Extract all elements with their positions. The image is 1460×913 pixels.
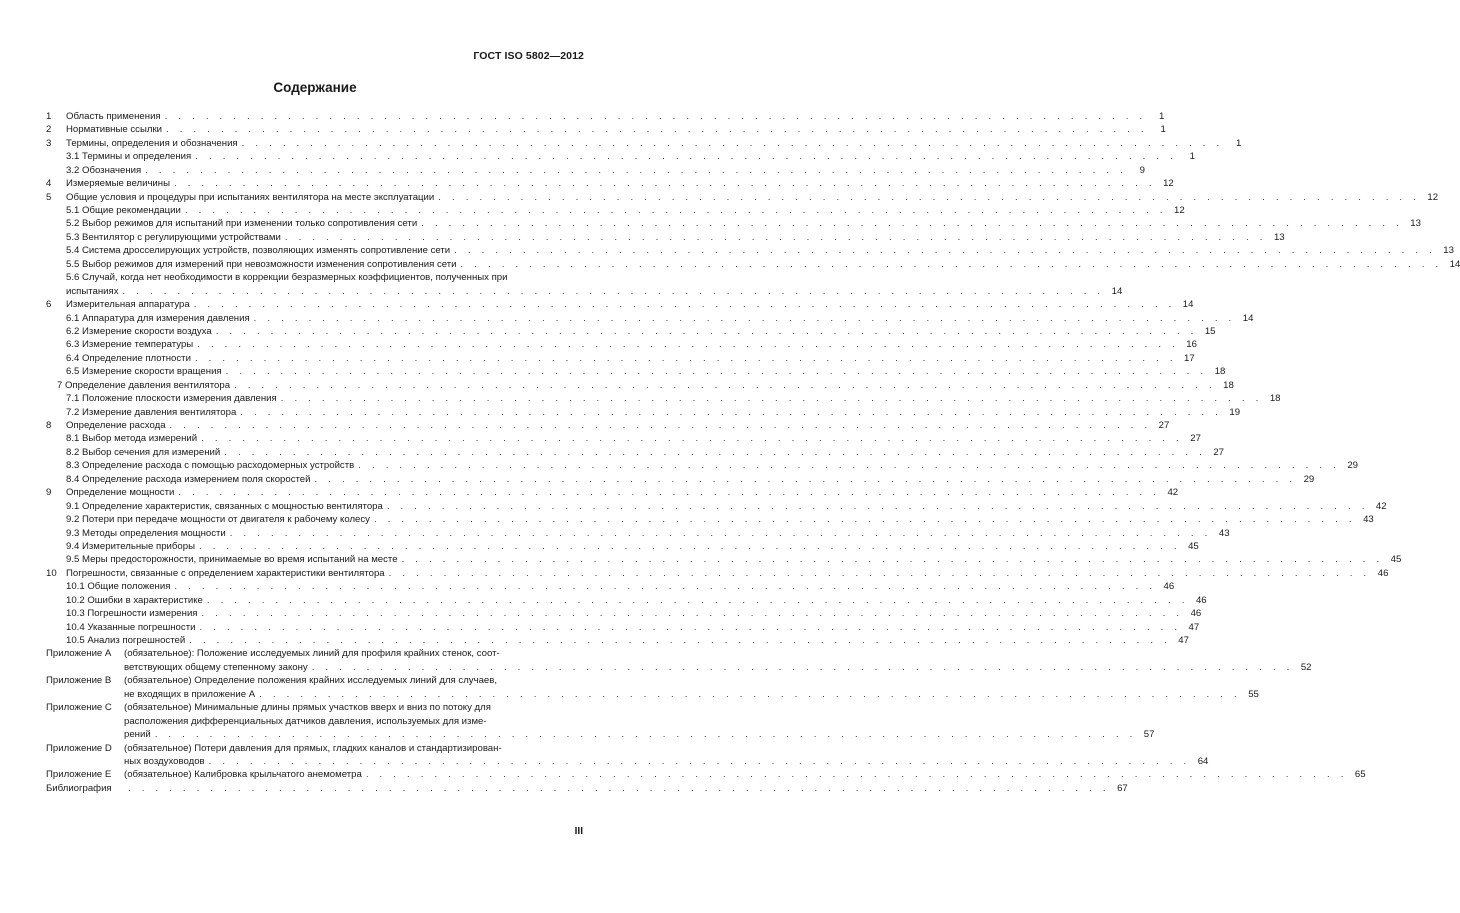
- toc-entry-page: 46: [1163, 581, 1175, 593]
- appendix-entry: [46, 742, 583, 755]
- toc-entry-page: 12: [1427, 191, 1439, 203]
- toc-entry-page: 14: [1242, 312, 1254, 324]
- leader-dots: . . . . . . . . . . . . . . . . . . . . . . . . . . . . . . . . . . . . . . . . . . . . . . . . . . . . . . . . . . . . . . . . . . . . . . . .: [201, 433, 1183, 445]
- leader-dots: . . . . . . . . . . . . . . . . . . . . . . . . . . . . . . . . . . . . . . . . . . . . . . . . . . . . . . . . . . . . . . . . . . . . . . . .: [284, 231, 1267, 243]
- toc-entry-page: 27: [1158, 420, 1170, 432]
- toc-entry-page: 12: [1174, 205, 1185, 217]
- leader-dots: . . . . . . . . . . . . . . . . . . . . . . . . . . . . . . . . . . . . . . . . . . . . . . . . . . . . . . . . . . . . . . . . . . . . . . . .: [421, 218, 1403, 230]
- appendix-page: 65: [1354, 769, 1366, 781]
- leader-dots: . . . . . . . . . . . . . . . . . . . . . . . . . . . . . . . . . . . . . . . . . . . . . . . . . . . . . . . . . . . . . . . . . . . . . . . .: [314, 473, 1297, 485]
- toc-entry: [46, 110, 1165, 123]
- appendix-entry: [46, 768, 1366, 781]
- appendix-label: (обязательное) Калибровка крыльчатого анемометра: [124, 769, 362, 781]
- leader-dots: . . . . . . . . . . . . . . . . . . . . . . . . . . . . . . . . . . . . . . . . . . . . . . . . . . . . . . . . . . . . . . . . . . . . . . . .: [199, 621, 1182, 633]
- toc-entry: [46, 352, 1195, 365]
- toc-entry-label: 8.3 Определение расхода с помощью расходомерных устройств: [66, 460, 355, 472]
- toc-entry-label: 6.1 Аппаратура для измерения давления: [66, 312, 250, 324]
- toc-entry-label: 10.5 Анализ погрешностей: [66, 635, 186, 647]
- toc-entry: [46, 231, 1285, 244]
- toc-entry-page: 29: [1347, 460, 1358, 472]
- leader-dots: . . . . . . . . . . . . . . . . . . . . . . . . . . . . . . . . . . . . . . . . . . . . . . . . . . . . . . . . . . . . . . . . . . . . . . . .: [164, 110, 1147, 122]
- toc-entry: [46, 580, 1175, 593]
- toc-entry-label: 10.2 Ошибки в характеристике: [66, 594, 203, 606]
- toc-entry-number: 10: [46, 567, 57, 579]
- leader-dots: . . . . . . . . . . . . . . . . . . . . . . . . . . . . . . . . . . . . . . . . . . . . . . . . . . . . . . . . . . . . . . . . . . . . . . . .: [128, 782, 1110, 794]
- toc-entry-page: 43: [1363, 514, 1374, 526]
- toc-entry-label: Погрешности, связанные с определением характеристики вентилятора: [66, 567, 385, 579]
- toc-entry-label: Определение мощности: [66, 487, 175, 499]
- toc-entry-page: 13: [1273, 231, 1285, 243]
- toc-entry-label: 8.1 Выбор метода измерений: [66, 433, 198, 445]
- toc-entry-label: 5.2 Выбор режимов для испытаний при изменении только сопротивления сети: [66, 218, 418, 230]
- leader-dots: . . . . . . . . . . . . . . . . . . . . . . . . . . . . . . . . . . . . . . . . . . . . . . . . . . . . . . . . . . . . . . . . . . . . . . . .: [197, 339, 1179, 351]
- leader-dots: . . . . . . . . . . . . . . . . . . . . . . . . . . . . . . . . . . . . . . . . . . . . . . . . . . . . . . . . . . . . . . . . . . . . . . . .: [195, 151, 1177, 163]
- toc-entry-label: 9.3 Методы определения мощности: [66, 527, 226, 539]
- toc-entry-label: 6.3 Измерение температуры: [66, 339, 194, 351]
- toc-entry: [46, 459, 1358, 472]
- appendix-entry: [46, 648, 583, 661]
- toc-entry: [46, 150, 1195, 163]
- toc-entry: [46, 486, 1179, 499]
- toc-entry: [46, 177, 1174, 190]
- toc-entry-page: 46: [1377, 567, 1389, 579]
- appendix-entry: [46, 701, 583, 714]
- toc-entry: [46, 338, 1197, 351]
- toc-entry-page: 15: [1204, 325, 1216, 337]
- appendix-page: 55: [1248, 688, 1259, 700]
- toc-entry-page: 13: [1443, 245, 1454, 257]
- leader-dots: . . . . . . . . . . . . . . . . . . . . . . . . . . . . . . . . . . . . . . . . . . . . . . . . . . . . . . . . . . . . . . . . . . . . . . . .: [145, 164, 1127, 176]
- leader-dots: . . . . . . . . . . . . . . . . . . . . . . . . . . . . . . . . . . . . . . . . . . . . . . . . . . . . . . . . . . . . . . . . . . . . . . . .: [388, 567, 1371, 579]
- leader-dots: . . . . . . . . . . . . . . . . . . . . . . . . . . . . . . . . . . . . . . . . . . . . . . . . . . . . . . . . . . . . . . . . . . . . . . . .: [280, 393, 1263, 405]
- toc-entry-page: 14: [1449, 258, 1460, 270]
- toc-entry-page: 16: [1186, 339, 1197, 351]
- toc-entry: [46, 325, 1216, 338]
- toc-entry-label: 7.2 Измерение давления вентилятора: [66, 406, 237, 418]
- toc-entry-number: 3: [46, 137, 52, 149]
- leader-dots: . . . . . . . . . . . . . . . . . . . . . . . . . . . . . . . . . . . . . . . . . . . . . . . . . . . . . . . . . . . . . . . . . . . . . . . .: [174, 178, 1156, 190]
- leader-dots: . . . . . . . . . . . . . . . . . . . . . . . . . . . . . . . . . . . . . . . . . . . . . . . . . . . . . . . . . . . . . . . . . . . . . . . .: [174, 581, 1157, 593]
- leader-dots: . . . . . . . . . . . . . . . . . . . . . . . . . . . . . . . . . . . . . . . . . . . . . . . . . . . . . . . . . . . . . . . . . . . . . . . .: [234, 379, 1216, 391]
- toc-entry: [46, 365, 1226, 378]
- appendix-prefix: Приложение С: [46, 702, 112, 714]
- toc-entry-number: 4: [46, 178, 52, 190]
- leader-dots: . . . . . . . . . . . . . . . . . . . . . . . . . . . . . . . . . . . . . . . . . . . . . . . . . . . . . . . . . . . . . . . . . . . . . . . .: [224, 446, 1206, 458]
- toc-entry-label: Нормативные ссылки: [66, 124, 163, 136]
- toc-entry-label: Измерительная аппаратура: [66, 299, 190, 311]
- leader-dots: . . . . . . . . . . . . . . . . . . . . . . . . . . . . . . . . . . . . . . . . . . . . . . . . . . . . . . . . . . . . . . . . . . . . . . . .: [438, 191, 1421, 203]
- leader-dots: . . . . . . . . . . . . . . . . . . . . . . . . . . . . . . . . . . . . . . . . . . . . . . . . . . . . . . . . . . . . . . . . . . . . . . . .: [166, 124, 1148, 136]
- leader-dots: . . . . . . . . . . . . . . . . . . . . . . . . . . . . . . . . . . . . . . . . . . . . . . . . . . . . . . . . . . . . . . . . . . . . . . . .: [154, 729, 1137, 741]
- toc-entry: [46, 594, 1207, 607]
- leader-dots: . . . . . . . . . . . . . . . . . . . . . . . . . . . . . . . . . . . . . . . . . . . . . . . . . . . . . . . . . . . . . . . . . . . . . . . .: [259, 688, 1241, 700]
- leader-dots: . . . . . . . . . . . . . . . . . . . . . . . . . . . . . . . . . . . . . . . . . . . . . . . . . . . . . . . . . . . . . . . . . . . . . . . .: [460, 258, 1443, 270]
- toc-entry-page: 12: [1163, 178, 1174, 190]
- toc-entry-label: испытаниях: [66, 285, 119, 297]
- toc-entry-label: 10.4 Указанные погрешности: [66, 621, 196, 633]
- toc-entry-page: 42: [1375, 500, 1387, 512]
- appendix-label: ветствующих общему степенному закону: [124, 661, 308, 673]
- toc-entry-page: 1: [1236, 137, 1242, 149]
- toc-entry: [46, 271, 583, 284]
- toc-entry-label: Измеряемые величины: [66, 178, 170, 190]
- toc-entry: [46, 312, 1254, 325]
- toc-entry-number: 1: [46, 110, 52, 122]
- toc-entry-label: 10.3 Погрешности измерения: [66, 608, 198, 620]
- appendix-prefix: Приложение D: [46, 742, 112, 754]
- toc-entry-label: 8.2 Выбор сечения для измерений: [66, 446, 221, 458]
- leader-dots: . . . . . . . . . . . . . . . . . . . . . . . . . . . . . . . . . . . . . . . . . . . . . . . . . . . . . . . . . . . . . . . . . . . . . . . .: [189, 635, 1171, 647]
- appendix-page: 52: [1300, 661, 1312, 673]
- leader-dots: . . . . . . . . . . . . . . . . . . . . . . . . . . . . . . . . . . . . . . . . . . . . . . . . . . . . . . . . . . . . . . . . . . . . . . . .: [194, 352, 1177, 364]
- leader-dots: . . . . . . . . . . . . . . . . . . . . . . . . . . . . . . . . . . . . . . . . . . . . . . . . . . . . . . . . . . . . . . . . . . . . . . . .: [241, 137, 1224, 149]
- toc-entry: [46, 164, 1145, 177]
- toc-entry-page: 27: [1213, 446, 1224, 458]
- leader-dots: . . . . . . . . . . . . . . . . . . . . . . . . . . . . . . . . . . . . . . . . . . . . . . . . . . . . . . . . . . . . . . . . . . . . . . . .: [201, 608, 1184, 620]
- toc-entry-label: 6.5 Измерение скорости вращения: [66, 366, 222, 378]
- appendix-entry: [46, 728, 1155, 741]
- leader-dots: . . . . . . . . . . . . . . . . . . . . . . . . . . . . . . . . . . . . . . . . . . . . . . . . . . . . . . . . . . . . . . . . . . . . . . . .: [208, 755, 1191, 767]
- toc-entry-label: 7.1 Положение плоскости измерения давления: [66, 393, 277, 405]
- toc-entry: [46, 500, 1387, 513]
- toc-entry: [46, 634, 1189, 647]
- appendix-entry: [46, 688, 1259, 701]
- toc-entry-label: 9.4 Измерительные приборы: [66, 540, 195, 552]
- leader-dots: . . . . . . . . . . . . . . . . . . . . . . . . . . . . . . . . . . . . . . . . . . . . . . . . . . . . . . . . . . . . . . . . . . . . . . . .: [358, 460, 1340, 472]
- leader-dots: . . . . . . . . . . . . . . . . . . . . . . . . . . . . . . . . . . . . . . . . . . . . . . . . . . . . . . . . . . . . . . . . . . . . . . . .: [386, 500, 1369, 512]
- toc-entry-page: 42: [1167, 487, 1179, 499]
- toc-entry-label: Определение расхода: [66, 420, 166, 432]
- appendix-label: (обязательное) Потери давления для прямых, гладких каналов и стандартизирован-: [124, 742, 502, 754]
- toc-entry-page: 45: [1390, 554, 1402, 566]
- toc-entry-label: 7 Определение давления вентилятора: [57, 379, 231, 391]
- toc-entry-page: 46: [1190, 608, 1202, 620]
- leader-dots: . . . . . . . . . . . . . . . . . . . . . . . . . . . . . . . . . . . . . . . . . . . . . . . . . . . . . . . . . . . . . . . . . . . . . . . .: [215, 325, 1198, 337]
- toc-entry-label: 5.1 Общие рекомендации: [66, 205, 181, 217]
- toc-entry-page: 47: [1188, 621, 1200, 633]
- toc-entry: [46, 137, 1242, 150]
- toc-entry-label: 9.1 Определение характеристик, связанных с мощностью вентилятора: [66, 500, 383, 512]
- leader-dots: . . . . . . . . . . . . . . . . . . . . . . . . . . . . . . . . . . . . . . . . . . . . . . . . . . . . . . . . . . . . . . . . . . . . . . . .: [122, 285, 1105, 297]
- leader-dots: . . . . . . . . . . . . . . . . . . . . . . . . . . . . . . . . . . . . . . . . . . . . . . . . . . . . . . . . . . . . . . . . . . . . . . . .: [401, 554, 1384, 566]
- leader-dots: . . . . . . . . . . . . . . . . . . . . . . . . . . . . . . . . . . . . . . . . . . . . . . . . . . . . . . . . . . . . . . . . . . . . . . . .: [184, 205, 1167, 217]
- toc-entry: [46, 473, 1315, 486]
- toc-entry: [46, 540, 1199, 553]
- toc-entry-page: 14: [1111, 285, 1123, 297]
- toc-entry-label: 3.2 Обозначения: [66, 164, 142, 176]
- toc-entry-page: 27: [1190, 433, 1201, 445]
- leader-dots: . . . . . . . . . . . . . . . . . . . . . . . . . . . . . . . . . . . . . . . . . . . . . . . . . . . . . . . . . . . . . . . . . . . . . . . .: [253, 312, 1236, 324]
- appendix-page: 57: [1143, 729, 1155, 741]
- page-number: III: [574, 826, 583, 837]
- leader-dots: . . . . . . . . . . . . . . . . . . . . . . . . . . . . . . . . . . . . . . . . . . . . . . . . . . . . . . . . . . . . . . . . . . . . . . . .: [240, 406, 1223, 418]
- toc-entry: [46, 285, 1123, 298]
- toc-entry: [46, 123, 1166, 136]
- toc-entry: [46, 218, 1421, 231]
- toc-entry-label: 5.4 Система дросселирующих устройств, позволяющих изменять сопротивление сети: [66, 245, 451, 257]
- toc-entry-page: 9: [1139, 164, 1145, 176]
- toc-entry-label: 8.4 Определение расхода измерением поля скоростей: [66, 473, 311, 485]
- leader-dots: . . . . . . . . . . . . . . . . . . . . . . . . . . . . . . . . . . . . . . . . . . . . . . . . . . . . . . . . . . . . . . . . . . . . . . . .: [193, 299, 1176, 311]
- toc-entry-page: 43: [1218, 527, 1230, 539]
- toc-entry-label: 5.5 Выбор режимов для измерений при невозможности изменения сопротивления сети: [66, 258, 457, 270]
- toc-entry-label: 6.4 Определение плотности: [66, 352, 191, 364]
- toc-entry-page: 17: [1184, 352, 1195, 364]
- leader-dots: . . . . . . . . . . . . . . . . . . . . . . . . . . . . . . . . . . . . . . . . . . . . . . . . . . . . . . . . . . . . . . . . . . . . . . . .: [198, 540, 1181, 552]
- toc-entry: [46, 513, 1374, 526]
- appendix-prefix: Библиография: [46, 782, 112, 794]
- toc-entry-number: 2: [46, 124, 52, 136]
- appendix-entry: [46, 661, 1312, 674]
- toc-entry-number: 5: [46, 191, 52, 203]
- leader-dots: . . . . . . . . . . . . . . . . . . . . . . . . . . . . . . . . . . . . . . . . . . . . . . . . . . . . . . . . . . . . . . . . . . . . . . . .: [311, 661, 1294, 673]
- appendix-prefix: Приложение B: [46, 675, 112, 687]
- toc-entry-page: 47: [1178, 635, 1189, 647]
- toc-entry: [46, 527, 1230, 540]
- toc-entry-number: 9: [46, 487, 52, 499]
- toc-entry-label: 6.2 Измерение скорости воздуха: [66, 325, 212, 337]
- toc-entry-page: 18: [1214, 366, 1226, 378]
- leader-dots: . . . . . . . . . . . . . . . . . . . . . . . . . . . . . . . . . . . . . . . . . . . . . . . . . . . . . . . . . . . . . . . . . . . . . . . .: [373, 514, 1356, 526]
- toc-entry-label: 3.1 Термины и определения: [66, 151, 192, 163]
- leader-dots: . . . . . . . . . . . . . . . . . . . . . . . . . . . . . . . . . . . . . . . . . . . . . . . . . . . . . . . . . . . . . . . . . . . . . . . .: [229, 527, 1212, 539]
- leader-dots: . . . . . . . . . . . . . . . . . . . . . . . . . . . . . . . . . . . . . . . . . . . . . . . . . . . . . . . . . . . . . . . . . . . . . . . .: [365, 769, 1348, 781]
- toc-entry: [46, 298, 1194, 311]
- toc-entry: [46, 191, 1439, 204]
- toc-entry: [46, 621, 1200, 634]
- toc-entry-page: 18: [1223, 379, 1234, 391]
- leader-dots: . . . . . . . . . . . . . . . . . . . . . . . . . . . . . . . . . . . . . . . . . . . . . . . . . . . . . . . . . . . . . . . . . . . . . . . .: [454, 245, 1436, 257]
- toc-entry-page: 46: [1195, 594, 1207, 606]
- toc-entry-page: 1: [1160, 124, 1166, 136]
- toc-entry-label: 5.6 Случай, когда нет необходимости в коррекции безразмерных коэффициентов, полученных при: [66, 272, 508, 284]
- appendix-entry: [46, 755, 1209, 768]
- toc-entry-label: 5.3 Вентилятор с регулирующими устройствами: [66, 231, 281, 243]
- appendix-label: расположения дифференциальных датчиков давления, используемых для изме-: [124, 715, 487, 727]
- toc-entry-page: 29: [1303, 473, 1315, 485]
- toc-entry: [46, 379, 1234, 392]
- document-header: ГОСТ ISO 5802—2012: [473, 50, 584, 62]
- leader-dots: . . . . . . . . . . . . . . . . . . . . . . . . . . . . . . . . . . . . . . . . . . . . . . . . . . . . . . . . . . . . . . . . . . . . . . . .: [225, 366, 1208, 378]
- toc-entry: [46, 446, 1224, 459]
- appendix-label: (обязательное) Минимальные длины прямых участков вверх и вниз по потоку для: [124, 702, 491, 714]
- toc-entry-page: 13: [1410, 218, 1421, 230]
- toc-entry: [46, 567, 1389, 580]
- appendix-label: рений: [124, 729, 151, 741]
- toc-entry-page: 18: [1269, 393, 1281, 405]
- leader-dots: . . . . . . . . . . . . . . . . . . . . . . . . . . . . . . . . . . . . . . . . . . . . . . . . . . . . . . . . . . . . . . . . . . . . . . . .: [178, 487, 1161, 499]
- appendix-prefix: Приложение E: [46, 769, 112, 781]
- toc-entry: [46, 258, 1460, 271]
- toc-entry: [46, 553, 1402, 566]
- toc-entry: [46, 406, 1241, 419]
- leader-dots: . . . . . . . . . . . . . . . . . . . . . . . . . . . . . . . . . . . . . . . . . . . . . . . . . . . . . . . . . . . . . . . . . . . . . . . .: [169, 420, 1152, 432]
- toc-entry: [46, 433, 1201, 446]
- toc-entry-page: 19: [1229, 406, 1241, 418]
- toc-entry-label: 9.5 Меры предосторожности, принимаемые во время испытаний на месте: [66, 554, 398, 566]
- toc-entry-page: 14: [1182, 299, 1194, 311]
- toc-entry: [46, 607, 1202, 620]
- appendix-page: 67: [1117, 782, 1128, 794]
- toc-entry: [46, 244, 1454, 257]
- appendix-entry: [46, 782, 1128, 795]
- toc-entry-label: 10.1 Общие положения: [66, 581, 171, 593]
- appendix-label: (обязательное): Положение исследуемых линий для профиля крайних стенок, соот-: [124, 648, 500, 660]
- toc-entry: [46, 392, 1281, 405]
- toc-entry-label: 9.2 Потери при передаче мощности от двигателя к рабочему колесу: [66, 514, 370, 526]
- appendix-label: ных воздуховодов: [124, 755, 205, 767]
- toc-entry-label: Область применения: [66, 110, 161, 122]
- table-of-contents: [46, 110, 1460, 795]
- toc-entry-number: 8: [46, 420, 52, 432]
- appendix-entry: [46, 674, 583, 687]
- toc-entry-page: 1: [1159, 110, 1165, 122]
- appendix-label: (обязательное) Определение положения крайних исследуемых линий для случаев,: [124, 675, 498, 687]
- toc-entry-number: 6: [46, 299, 52, 311]
- toc-entry-label: Общие условия и процедуры при испытаниях вентилятора на месте эксплуатации: [66, 191, 435, 203]
- toc-entry-page: 45: [1188, 540, 1199, 552]
- toc-entry-label: Термины, определения и обозначения: [66, 137, 238, 149]
- appendix-page: 64: [1197, 755, 1209, 767]
- appendix-prefix: Приложение A: [46, 648, 112, 660]
- appendix-label: не входящих в приложение А: [124, 688, 256, 700]
- toc-entry: [46, 419, 1170, 432]
- toc-entry: [46, 204, 1185, 217]
- leader-dots: . . . . . . . . . . . . . . . . . . . . . . . . . . . . . . . . . . . . . . . . . . . . . . . . . . . . . . . . . . . . . . . . . . . . . . . .: [206, 594, 1189, 606]
- page-title: Содержание: [273, 80, 357, 95]
- toc-entry-page: 1: [1189, 151, 1195, 163]
- appendix-entry: [46, 715, 583, 728]
